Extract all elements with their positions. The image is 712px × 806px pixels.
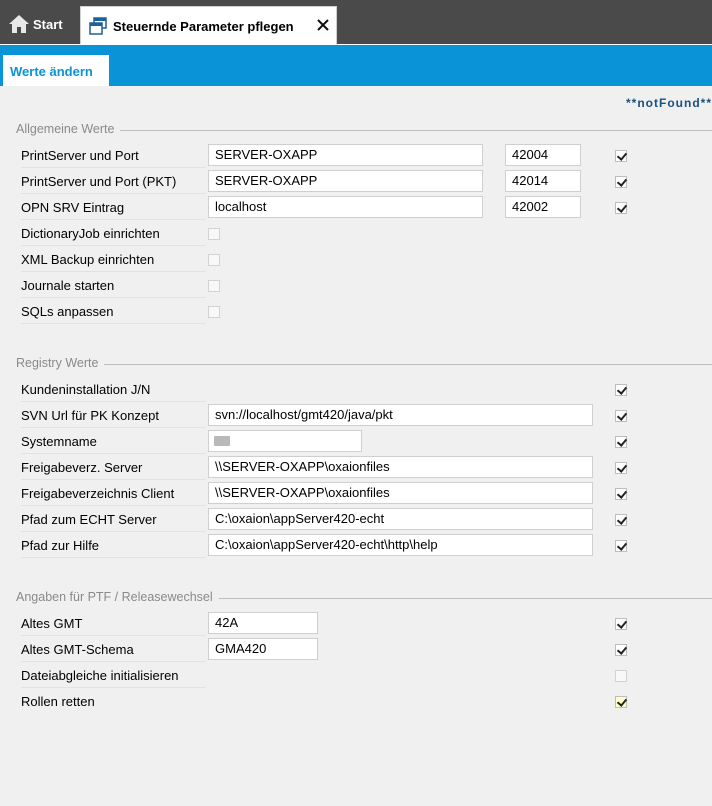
- label-dateiabgleiche: Dateiabgleiche initialisieren: [21, 664, 206, 688]
- section-divider: [16, 364, 712, 365]
- close-icon[interactable]: [315, 17, 331, 33]
- label-opn-srv: OPN SRV Eintrag: [21, 196, 206, 220]
- section-title-ptf: Angaben für PTF / Releasewechsel: [16, 590, 219, 604]
- opn-srv-checkbox[interactable]: [615, 202, 627, 214]
- printserver-checkbox[interactable]: [615, 150, 627, 162]
- altes-gmt-schema-checkbox[interactable]: [615, 644, 627, 656]
- systemname-field[interactable]: [208, 430, 362, 452]
- printserver-pkt-checkbox[interactable]: [615, 176, 627, 188]
- label-altes-gmt: Altes GMT: [21, 612, 206, 636]
- printserver-port-field[interactable]: 42004: [505, 144, 581, 166]
- xml-backup-checkbox[interactable]: [208, 254, 220, 266]
- freigabeverz-client-field[interactable]: \\SERVER-OXAPP\oxaionfiles: [208, 482, 593, 504]
- printserver-field[interactable]: SERVER-OXAPP: [208, 144, 483, 166]
- tab-werte-aendern[interactable]: [2, 54, 110, 87]
- svn-url-checkbox[interactable]: [615, 410, 627, 422]
- label-altes-gmt-schema: Altes GMT-Schema: [21, 638, 206, 662]
- pfad-hilfe-checkbox[interactable]: [615, 540, 627, 552]
- label-svn-url: SVN Url für PK Konzept: [21, 404, 206, 428]
- pfad-hilfe-field[interactable]: C:\oxaion\appServer420-echt\http\help: [208, 534, 593, 556]
- sqls-checkbox[interactable]: [208, 306, 220, 318]
- svn-url-field[interactable]: svn://localhost/gmt420/java/pkt: [208, 404, 593, 426]
- label-sqls: SQLs anpassen: [21, 300, 206, 324]
- label-kundeninstallation: Kundeninstallation J/N: [21, 378, 206, 402]
- freigabeverz-server-field[interactable]: \\SERVER-OXAPP\oxaionfiles: [208, 456, 593, 478]
- top-tab-bar: [0, 0, 712, 44]
- label-systemname: Systemname: [21, 430, 206, 454]
- pfad-echt-checkbox[interactable]: [615, 514, 627, 526]
- tab-start-label: Start: [33, 17, 63, 32]
- label-journale: Journale starten: [21, 274, 206, 298]
- rollen-retten-checkbox[interactable]: [615, 696, 627, 708]
- label-freigabeverz-client: Freigabeverzeichnis Client: [21, 482, 206, 506]
- label-xml-backup: XML Backup einrichten: [21, 248, 206, 272]
- tab-active-label: Steuernde Parameter pflegen: [113, 19, 294, 34]
- tab-werte-aendern-label: Werte ändern: [10, 64, 93, 79]
- label-printserver: PrintServer und Port: [21, 144, 206, 168]
- opn-srv-port-field[interactable]: 42002: [505, 196, 581, 218]
- dictionaryjob-checkbox[interactable]: [208, 228, 220, 240]
- notfound-text: **notFound**: [626, 96, 712, 110]
- label-dictionaryjob: DictionaryJob einrichten: [21, 222, 206, 246]
- printserver-pkt-port-field[interactable]: 42014: [505, 170, 581, 192]
- redacted-value: [214, 436, 230, 446]
- opn-srv-field[interactable]: localhost: [208, 196, 483, 218]
- pfad-echt-field[interactable]: C:\oxaion\appServer420-echt: [208, 508, 593, 530]
- tab-steuernde-parameter[interactable]: [80, 6, 337, 44]
- freigabeverz-server-checkbox[interactable]: [615, 462, 627, 474]
- printserver-pkt-field[interactable]: SERVER-OXAPP: [208, 170, 483, 192]
- journale-checkbox[interactable]: [208, 280, 220, 292]
- kundeninstallation-checkbox[interactable]: [615, 384, 627, 396]
- altes-gmt-field[interactable]: 42A: [208, 612, 318, 634]
- form-content: [0, 86, 712, 806]
- subtab-bar: [0, 44, 712, 86]
- window-icon: [89, 17, 107, 35]
- home-icon: [8, 14, 30, 34]
- section-title-registry: Registry Werte: [16, 356, 104, 370]
- label-pfad-hilfe: Pfad zur Hilfe: [21, 534, 206, 558]
- dateiabgleiche-checkbox[interactable]: [615, 670, 627, 682]
- label-freigabeverz-server: Freigabeverz. Server: [21, 456, 206, 480]
- altes-gmt-checkbox[interactable]: [615, 618, 627, 630]
- tab-start[interactable]: [0, 4, 76, 44]
- freigabeverz-client-checkbox[interactable]: [615, 488, 627, 500]
- section-title-allgemeine: Allgemeine Werte: [16, 122, 120, 136]
- systemname-checkbox[interactable]: [615, 436, 627, 448]
- altes-gmt-schema-field[interactable]: GMA420: [208, 638, 318, 660]
- label-printserver-pkt: PrintServer und Port (PKT): [21, 170, 206, 194]
- label-rollen-retten: Rollen retten: [21, 694, 95, 709]
- label-pfad-echt: Pfad zum ECHT Server: [21, 508, 206, 532]
